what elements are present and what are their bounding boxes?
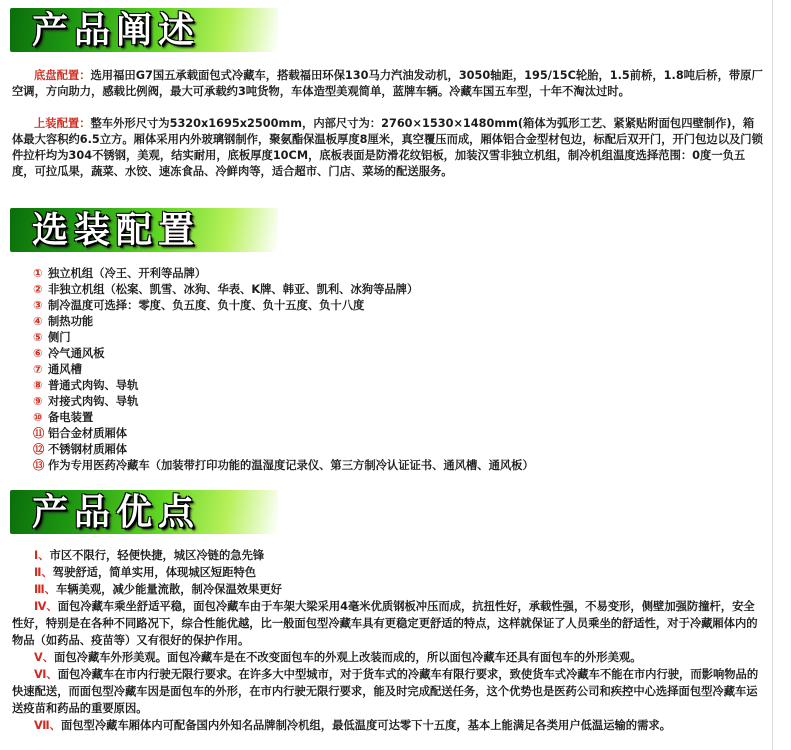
body-paragraph <box>12 116 764 180</box>
list-item: ⑬ 作为专用医药冷藏车（加装带打印功能的温湿度记录仪、第三方制冷认证证书、通风槽、通风板） <box>33 459 534 472</box>
list-item: ④ 制热功能 <box>33 315 94 328</box>
list-item: ⑩ 备电装置 <box>33 411 94 424</box>
list-item: ⑤ 侧门 <box>33 331 71 344</box>
advantages-title: 产品优点 <box>32 491 201 533</box>
list-item: Ⅵ、面包冷藏车在市内行驶无限行要求。在许多大中型城市，对于货车式的冷藏车有限行要求，致使货车式冷藏车不能在市内行驶，而影响物品的快速配送，而面包型冷藏车因是面包车的外形，在市内行驶无限行要求，能及时完成配送任务，这个优势也是医药公司和疾控中心选择面包型冷藏车运送疫苗和药品的重要原因。 <box>12 668 759 715</box>
list-item: Ⅴ、面包冷藏车外形美观。面包冷藏车是在不改变面包车的外观上改装而成的，所以面包冷藏车还具有面包车的外形美观。 <box>34 651 642 664</box>
overview-title: 产品阐述 <box>32 9 201 51</box>
options-list <box>33 266 763 474</box>
chassis-label: 底盘配置： <box>34 69 91 82</box>
overview-banner <box>10 8 278 52</box>
list-item: Ⅶ、面包型冷藏车厢体内可配备国内外知名品牌制冷机组，最低温度可达零下十五度，基本上能满足各类用户低温运输的需求。 <box>34 719 671 732</box>
list-item: ⑧ 普通式肉钩、导轨 <box>33 379 139 392</box>
list-item: ⑨ 对接式肉钩、导轨 <box>33 395 139 408</box>
body-label: 上装配置： <box>34 117 91 130</box>
list-item: Ⅱ、驾驶舒适，简单实用，体现城区短距特色 <box>34 566 257 579</box>
list-item: Ⅳ、面包冷藏车乘坐舒适平稳，面包冷藏车由于车架大梁采用4毫米优质钢板冲压而成，抗扭性好，承载性强，不易变形，侧壁加强防撞杆，安全性好，特别是在各种不同路况下，综合性能优越，比一般面包型冷藏车具有更稳定更舒适的特点，这样就保证了人员乘坐的舒适性，对于冷藏厢体内的物品（如药品、疫苗等）又有很好的保护作用。 <box>12 600 758 647</box>
right-border-line <box>772 0 773 750</box>
list-item: ⑦ 通风槽 <box>33 363 82 376</box>
list-item: ③ 制冷温度可选择：零度、负五度、负十度、负十五度、负十八度 <box>33 299 365 312</box>
list-item: ① 独立机组（冷王、开利等品牌） <box>33 267 207 280</box>
chassis-paragraph <box>12 68 764 100</box>
options-banner <box>10 208 278 252</box>
list-item: ⑥ 冷气通风板 <box>33 347 105 360</box>
list-item: ② 非独立机组（松案、凯雪、冰狗、华表、K牌、韩亚、凯利、冰狗等品牌） <box>33 283 419 296</box>
list-item: Ⅲ、车辆美观，减少能量流散，制冷保温效果更好 <box>34 583 282 596</box>
advantages-banner <box>10 490 278 534</box>
list-item: Ⅰ、市区不限行，轻便快捷，城区冷链的急先锋 <box>34 549 265 562</box>
list-item: ⑫ 不锈钢材质厢体 <box>33 443 128 456</box>
body-text: 整车外形尺寸为5320x1695x2500mm，内部尺寸为：2760×1530×1480mm(箱体为弧形工艺、紧紧贴附面包四壁制作)，箱体最大容积约6.5立方。厢体采用内外玻璃钢制作，聚氨酯保温板厚度8厘米，真空覆压而成，厢体铝合金型材包边，标配后双开门，开门包边以及门锁件拉杆均为304不锈钢，美观，结实耐用，底板厚度10CM，底板表面是防滑花纹铝板，加装汉雪非独立机组，制冷机组温度选择范围：0度一负五度，可拉瓜果，蔬菜、水饺、速冻食品、冷鲜肉等，适合超市、门店、菜场的配送服务。 <box>12 117 763 178</box>
options-title: 选装配置 <box>32 209 201 251</box>
advantages-list <box>12 547 764 734</box>
list-item: ⑪ 铝合金材质厢体 <box>33 427 128 440</box>
chassis-text: 选用福田G7国五承载面包式冷藏车，搭载福田环保130马力汽油发动机，3050轴距，195/15C轮胎，1.5前桥，1.8吨后桥，带原厂空调，方向助力，感载比例阀，最大可承载约3吨货物，车体造型美观简单，蓝牌车辆。冷藏车国五车型，十年不淘汰过时。 <box>12 69 763 98</box>
